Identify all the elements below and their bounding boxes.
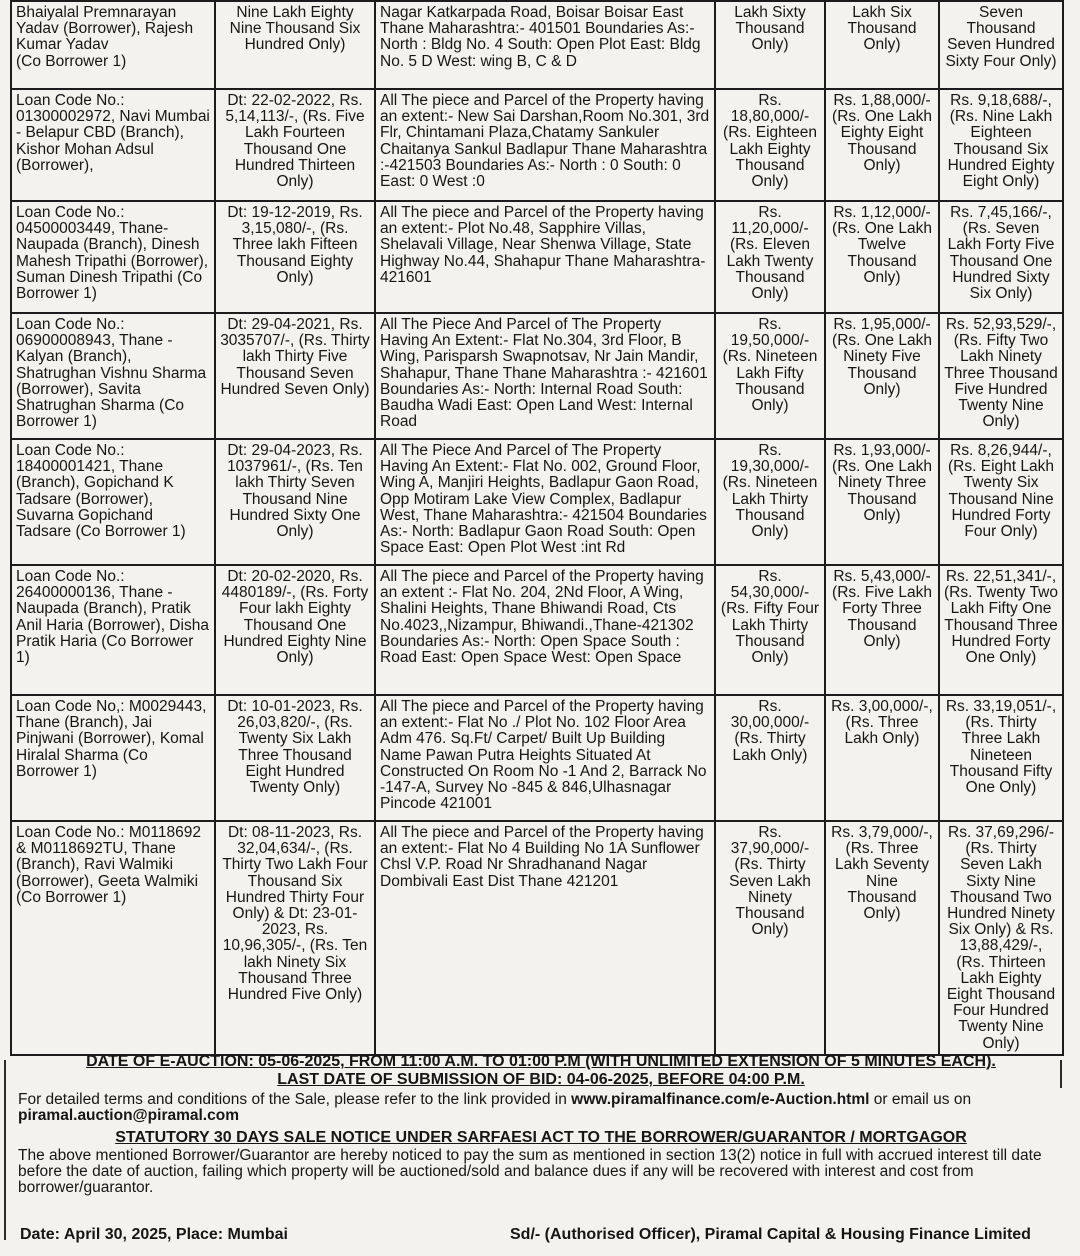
terms-paragraph xyxy=(18,1092,1064,1124)
table-row xyxy=(11,695,1063,821)
demand-notice-cell: Dt: 20-02-2020, Rs. 4480189/-, (Rs. Forty Four lakh Eighty Thousand One Hundred Eighty Nine Only) xyxy=(215,565,375,695)
emd-cell: Rs. 3,00,000/-, (Rs. Three Lakh Only) xyxy=(825,695,939,821)
demand-notice-cell: Dt: 10-01-2023, Rs. 26,03,820/-, (Rs. Twenty Six Lakh Three Thousand Eight Hundred Twenty Only) xyxy=(215,695,375,821)
reserve-price-cell: Rs. 11,20,000/- (Rs. Eleven Lakh Twenty Thousand Only) xyxy=(715,201,825,313)
reserve-price-cell: Rs. 19,50,000/- (Rs. Nineteen Lakh Fifty Thousand Only) xyxy=(715,313,825,439)
emd-cell: Rs. 5,43,000/- (Rs. Five Lakh Forty Three Thousand Only) xyxy=(825,565,939,695)
borrower-cell: Loan Code No.: 01300002972, Navi Mumbai - Belapur CBD (Branch), Kishor Mohan Adsul (Borrower), xyxy=(11,89,215,201)
emd-cell: Rs. 1,12,000/- (Rs. One Lakh Twelve Thousand Only) xyxy=(825,201,939,313)
property-table xyxy=(10,0,1064,1056)
auction-date: DATE OF E-AUCTION: 05-06-2025, FROM 11:00 A.M. TO 01:00 P.M (WITH UNLIMITED EXTENSION OF 5 MINUTES EACH). xyxy=(86,1053,996,1070)
reserve-price-cell: Lakh Sixty Thousand Only) xyxy=(715,1,825,89)
outstanding-amount-cell: Rs. 7,45,166/-, (Rs. Seven Lakh Forty Five Thousand One Hundred Sixty Six Only) xyxy=(939,201,1063,313)
property-description-cell: All The Piece And Parcel of The Property Having An Extent:- Flat No.304, 3rd Floor, B Wing, Parisparsh Swapnotsav, Nr Jain Mandir, Shahapur, Thane Thane Maharashtra :- 421601 Boundaries As:- North: Internal Road South: Baudha Wadi East: Open Land West: Internal Road xyxy=(375,313,715,439)
table-row xyxy=(11,313,1063,439)
date-place: Date: April 30, 2025, Place: Mumbai xyxy=(20,1226,288,1243)
table-row xyxy=(11,1,1063,89)
terms-email[interactable]: piramal.auction@piramal.com xyxy=(18,1107,239,1124)
property-description-cell: All The piece and Parcel of the Property having an extent :- Flat No. 204, 2Nd Floor, A Wing, Shalini Heights, Thane Bhiwandi Road, Cts No.4023,,Nizampur, Bhiwandi.,Thane-421302 Boundaries As:- North: Open Space South : Road East: Open Space West: Open Space xyxy=(375,565,715,695)
demand-notice-cell: Dt: 29-04-2023, Rs. 1037961/-, (Rs. Ten lakh Thirty Seven Thousand Nine Hundred Sixty One Only) xyxy=(215,439,375,565)
reserve-price-cell: Rs. 37,90,000/- (Rs. Thirty Seven Lakh Ninety Thousand Only) xyxy=(715,821,825,1055)
demand-notice-cell: Dt: 29-04-2021, Rs. 3035707/-, (Rs. Thirty lakh Thirty Five Thousand Seven Hundred Seven Only) xyxy=(215,313,375,439)
borrower-cell: Loan Code No.: 26400000136, Thane - Naupada (Branch), Pratik Anil Haria (Borrower), Disha Pratik Haria (Co Borrower 1) xyxy=(11,565,215,695)
terms-or: or email us on xyxy=(873,1091,972,1108)
outstanding-amount-cell: Rs. 9,18,688/-, (Rs. Nine Lakh Eighteen Thousand Six Hundred Eighty Eight Only) xyxy=(939,89,1063,201)
statutory-title: STATUTORY 30 DAYS SALE NOTICE UNDER SARFAESI ACT TO THE BORROWER/GUARANTOR / MORTGAGOR xyxy=(115,1129,967,1146)
demand-notice-cell: Dt: 22-02-2022, Rs. 5,14,113/-, (Rs. Five Lakh Fourteen Thousand One Hundred Thirteen Only) xyxy=(215,89,375,201)
outstanding-amount-cell: Rs. 8,26,944/-, (Rs. Eight Lakh Twenty Six Thousand Nine Hundred Forty Four Only) xyxy=(939,439,1063,565)
property-description-cell: Nagar Katkarpada Road, Boisar Boisar East Thane Maharashtra:- 401501 Boundaries As:- North : Bldg No. 4 South: Open Plot East: Bldg No. 5 D West: wing B, C & D xyxy=(375,1,715,89)
borrower-cell: Loan Code No.: 04500003449, Thane-Naupada (Branch), Dinesh Mahesh Tripathi (Borrower), Suman Dinesh Tripathi (Co Borrower 1) xyxy=(11,201,215,313)
demand-notice-cell: Nine Lakh Eighty Nine Thousand Six Hundred Only) xyxy=(215,1,375,89)
table-row xyxy=(11,201,1063,313)
terms-text: For detailed terms and conditions of the Sale, please refer to the link provided in xyxy=(18,1091,567,1108)
auction-notice xyxy=(10,0,1062,1056)
outstanding-amount-cell: Rs. 33,19,051/-, (Rs. Thirty Three Lakh Nineteen Thousand Fifty One Only) xyxy=(939,695,1063,821)
signoff xyxy=(20,1226,1070,1244)
borrower-cell: Loan Code No.: M0118692 & M0118692TU, Thane (Branch), Ravi Walmiki (Borrower), Geeta Walmiki (Co Borrower 1) xyxy=(11,821,215,1055)
reserve-price-cell: Rs. 19,30,000/- (Rs. Nineteen Lakh Thirty Thousand Only) xyxy=(715,439,825,565)
outstanding-amount-cell: Rs. 22,51,341/-, (Rs. Twenty Two Lakh Fifty One Thousand Three Hundred Forty One Only) xyxy=(939,565,1063,695)
outstanding-amount-cell: Seven Thousand Seven Hundred Sixty Four Only) xyxy=(939,1,1063,89)
statutory-body: The above mentioned Borrower/Guarantor are hereby noticed to pay the sum as mentioned in section 13(2) notice in full with accrued interest till date before the date of auction, failing which property will be auctioned/sold and balance dues if any will be recovered with interest and cost from borrower/guarantor. xyxy=(18,1147,1042,1196)
emd-cell: Rs. 1,88,000/- (Rs. One Lakh Eighty Eight Thousand Only) xyxy=(825,89,939,201)
table-row xyxy=(11,565,1063,695)
last-bid-date: LAST DATE OF SUBMISSION OF BID: 04-06-2025, BEFORE 04:00 P.M. xyxy=(277,1071,805,1088)
terms-link[interactable]: www.piramalfinance.com/e-Auction.html xyxy=(571,1091,870,1108)
left-border xyxy=(4,1060,6,1240)
notice-footer xyxy=(18,1052,1064,1196)
emd-cell: Rs. 1,95,000/- (Rs. One Lakh Ninety Five Thousand Only) xyxy=(825,313,939,439)
reserve-price-cell: Rs. 18,80,000/- (Rs. Eighteen Lakh Eighty Thousand Only) xyxy=(715,89,825,201)
emd-cell: Lakh Six Thousand Only) xyxy=(825,1,939,89)
table-row xyxy=(11,89,1063,201)
borrower-cell: Loan Code No.: 06900008943, Thane - Kalyan (Branch), Shatrughan Vishnu Sharma (Borrower), Savita Shatrughan Sharma (Co Borrower 1) xyxy=(11,313,215,439)
emd-cell: Rs. 1,93,000/- (Rs. One Lakh Ninety Three Thousand Only) xyxy=(825,439,939,565)
signatory: Sd/- (Authorised Officer), Piramal Capital & Housing Finance Limited xyxy=(510,1226,1031,1243)
demand-notice-cell: Dt: 08-11-2023, Rs. 32,04,634/-, (Rs. Thirty Two Lakh Four Thousand Six Hundred Thirty Four Only) & Dt: 23-01-2023, Rs. 10,96,305/-, (Rs. Ten lakh Ninety Six Thousand Three Hundred Five Only) xyxy=(215,821,375,1055)
demand-notice-cell: Dt: 19-12-2019, Rs. 3,15,080/-, (Rs. Three lakh Fifteen Thousand Eighty Only) xyxy=(215,201,375,313)
reserve-price-cell: Rs. 30,00,000/- (Rs. Thirty Lakh Only) xyxy=(715,695,825,821)
borrower-cell: Bhaiyalal Premnarayan Yadav (Borrower), Rajesh Kumar Yadav (Co Borrower 1) xyxy=(11,1,215,89)
borrower-cell: Loan Code No.: 18400001421, Thane (Branch), Gopichand K Tadsare (Borrower), Suvarna Gopichand Tadsare (Co Borrower 1) xyxy=(11,439,215,565)
borrower-cell: Loan Code No,: M0029443, Thane (Branch), Jai Pinjwani (Borrower), Komal Hiralal Sharma (Co Borrower 1) xyxy=(11,695,215,821)
reserve-price-cell: Rs. 54,30,000/- (Rs. Fifty Four Lakh Thirty Thousand Only) xyxy=(715,565,825,695)
outstanding-amount-cell: Rs. 37,69,296/- (Rs. Thirty Seven Lakh Sixty Nine Thousand Two Hundred Ninety Six Only) & Rs. 13,88,429/-, (Rs. Thirteen Lakh Eighty Eight Thousand Four Hundred Twenty Nine Only) xyxy=(939,821,1063,1055)
property-description-cell: All The piece and Parcel of the Property having an extent:- Plot No.48, Sapphire Villas, Shelavali Village, Near Shenwa Village, State Highway No.44, Shahapur Thane Maharashtra- 421601 xyxy=(375,201,715,313)
outstanding-amount-cell: Rs. 52,93,529/-, (Rs. Fifty Two Lakh Ninety Three Thousand Five Hundred Twenty Nine Only) xyxy=(939,313,1063,439)
table-row xyxy=(11,439,1063,565)
property-description-cell: All The piece and Parcel of the Property having an extent:- New Sai Darshan,Room No.301, 3rd Flr, Chintamani Plaza,Chatamy Sankuler Chaitanya Sankul Badlapur Thane Maharashtra :-421503 Boundaries As:- North : 0 South: 0 East: 0 West :0 xyxy=(375,89,715,201)
property-description-cell: All The Piece And Parcel of The Property Having An Extent:- Flat No. 002, Ground Floor, Wing A, Manjiri Heights, Badlapur Gaon Road, Opp Motiram Lake View Complex, Badlapur West, Thane Maharashtra:- 421504 Boundaries As:- North: Badlapur Gaon Road South: Open Space East: Open Plot West :int Rd xyxy=(375,439,715,565)
property-description-cell: All The piece and Parcel of the Property having an extent:- Flat No ./ Plot No. 102 Floor Area Adm 476. Sq.Ft/ Carpet/ Built Up Building Name Pawan Putra Heights Situated At Constructed On Room No -1 And 2, Barrack No -147-A, Survey No -845 & 846,Ulhasnagar Pincode 421001 xyxy=(375,695,715,821)
table-row xyxy=(11,821,1063,1055)
property-description-cell: All The piece and Parcel of the Property having an extent:- Flat No 4 Building No 1A Sunflower Chsl V.P. Road Nr Shradhanand Nagar Dombivali East Dist Thane 421201 xyxy=(375,821,715,1055)
emd-cell: Rs. 3,79,000/-, (Rs. Three Lakh Seventy Nine Thousand Only) xyxy=(825,821,939,1055)
